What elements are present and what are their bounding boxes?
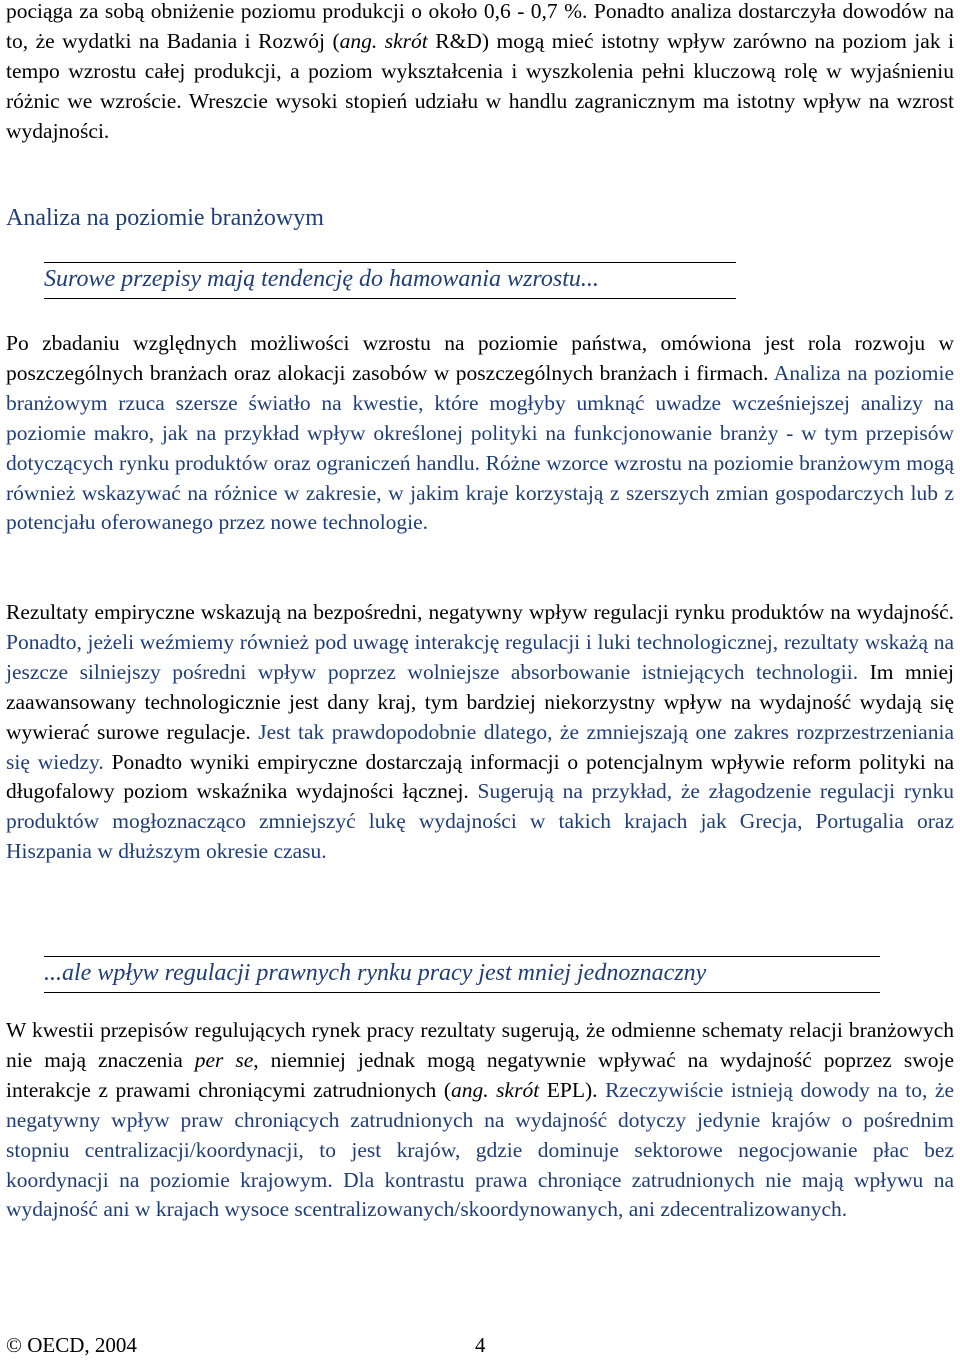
text-run-highlight: Sugerują na przykład, że złagodzenie regulacji rynku produktów mogłoznacząco zmniejszyć lukę wydajności w takich krajach jak Grecja, Portugalia oraz Hiszpania w dłuższym okresie czasu. [6,779,954,864]
text-run: EPL). [539,1077,606,1102]
text-run-highlight: Różne wzorce wzrostu na poziomie branżowym mogą również wskazywać na różnice w zakresie, w jakim kraje korzystają z szerszych zmian gospodarczych lub z potencjału oferowanego przez nowe technologie. [6,450,955,535]
text-run: Rezultaty empiryczne wskazują na bezpośredni, negatywny wpływ regulacji rynku produktów na wydajność. [6,600,954,624]
paragraph-empirical-results [6,598,954,867]
text-run: Po zbadaniu względnych możliwości wzrostu na poziomie państwa, omówiona jest rola rozwoju w poszczególnych branżach oraz alokacji zasobów w poszczególnych branżach i firmach. [6,331,954,385]
text-run-highlight: Rzeczywiście istnieją dowody na to, że negatywny wpływ praw chroniących zatrudnionych na wydajność dotyczy jedynie krajów o pośrednim stopniu centralizacji/koordynacji, to jest krajów, gdzie dominuje sektorowe negocjowanie płac bez koordynacji na poziomie krajowym. [6,1077,954,1192]
sub-heading-1: Surowe przepisy mają tendencję do hamowania wzrostu... [44,266,599,292]
sub-heading-2: ...ale wpływ regulacji prawnych rynku pracy jest mniej jednoznaczny [44,960,707,986]
page-number: 4 [475,1333,486,1357]
sub-heading-2-rule-top [44,956,880,957]
text-run-highlight: Dla kontrastu prawa chroniące zatrudnionych nie mają wpływu na wydajność ani w krajach wysoce scentralizowanych/skoordynowanych, ani zdecentralizowanych. [6,1167,954,1222]
paragraph-labour-market [6,1016,954,1225]
text-run: , niemniej jednak mogą negatywnie wpływać na wydajność poprzez swoje interakcje z prawami chroniącymi zatrudnionych ( [6,1047,954,1102]
text-run-highlight: Analiza na poziomie branżowym rzuca szersze światło na kwestie, które mogłyby umknąć uwadze wcześniejszej analizy na poziomie makro, jak na przykład wpływ określonej polityki na funkcjonowanie branży - w tym przepisów dotyczących rynku produktów oraz ograniczeń handlu. [6,360,954,475]
text-run-highlight: Jest tak prawdopodobnie dlatego, że zmniejszają one zakres rozprzestrzeniania się wiedzy. [6,719,954,774]
text-run-italic: ang. skrót [450,1077,540,1102]
text-run: R&D) mogą mieć istotny wpływ zarówno na poziom jak i tempo wzrostu całej produkcji, a poziom wykształcenia i wyszkolenia pełni kluczową rolę w wyjaśnieniu różnic we wzroście. Wreszcie wysoki stopień udziału w handlu zagranicznym ma istotny wpływ na wzrost wydajności. [6,28,955,143]
text-run: Im mniej zaawansowany technologicznie jest dany kraj, tym bardziej niekorzystny wpływ na wydajność wydają się wywierać surowe regulacje. [6,659,954,744]
page-footer [6,1333,506,1358]
text-run: W kwestii przepisów regulujących rynek pracy rezultaty sugerują, że odmienne schematy relacji branżowych nie mają znaczenia [6,1018,954,1072]
paragraph-intro [6,0,954,147]
text-run-italic: ang. skrót [339,28,428,53]
section-heading: Analiza na poziomie branżowym [6,205,324,231]
copyright-text: © OECD, 2004 [6,1333,137,1357]
text-run-italic: per se [194,1047,254,1072]
text-run: pociąga za sobą obniżenie poziomu produkcji o około 0,6 - 0,7 %. Ponadto analiza dostarczyła dowodów na to, że wydatki na Badania i Rozwój ( [6,0,954,53]
text-run-highlight: Ponadto, jeżeli weźmiemy również pod uwagę interakcję regulacji i luki technologicznej, rezultaty wskażą na jeszcze silniejszy pośredni wpływ poprzez wolniejsze absorbowanie istniejących technologii. [6,629,954,684]
text-run: Ponadto wyniki empiryczne dostarczają informacji o potencjalnym wpływie reform polityki na długofalowy poziom wskaźnika wydajności łącznej. [6,749,954,804]
paragraph-industry-analysis [6,329,954,538]
sub-heading-rule-bottom [44,298,736,299]
sub-heading-2-rule-bottom [44,992,880,993]
sub-heading-rule-top [44,262,736,263]
